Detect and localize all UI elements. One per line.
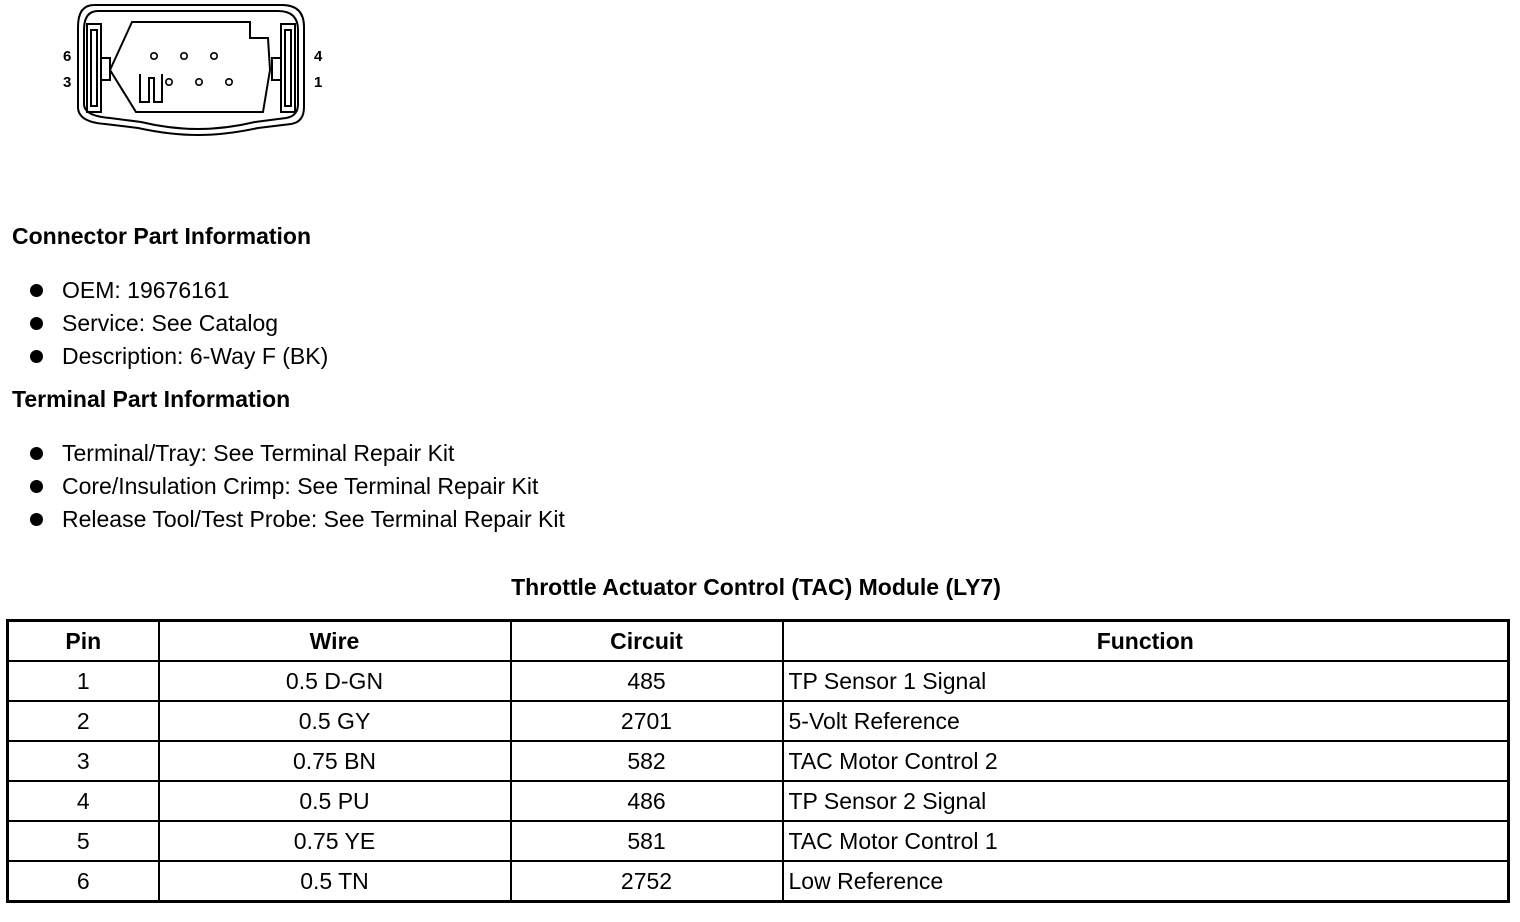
list-item-text: Description: 6-Way F (BK)	[62, 343, 329, 369]
connector-part-info-list	[28, 274, 328, 373]
terminal-cavity-6	[151, 53, 157, 59]
bullet-icon	[30, 317, 43, 330]
left-latch-inner	[91, 30, 97, 106]
cell-pin: 3	[8, 741, 159, 781]
list-item	[28, 340, 328, 373]
list-item	[28, 503, 565, 536]
list-item	[28, 470, 565, 503]
connector-face-drawing	[58, 2, 338, 140]
cell-pin: 4	[8, 781, 159, 821]
terminal-cavity-3	[166, 79, 172, 85]
left-latch-outer	[87, 24, 101, 112]
pin-label-3: 3	[63, 74, 72, 91]
cell-wire: 0.75 YE	[159, 821, 511, 861]
table-row	[8, 821, 1509, 861]
table-row	[8, 861, 1509, 902]
table-row	[8, 781, 1509, 821]
left-latch-tab	[101, 58, 110, 80]
cell-wire: 0.5 D-GN	[159, 661, 511, 701]
cell-circuit: 582	[511, 741, 783, 781]
table-header-row	[8, 621, 1509, 662]
header-circuit: Circuit	[511, 621, 783, 662]
cell-function: Low Reference	[783, 861, 1509, 902]
connector-face-diagram	[58, 2, 338, 140]
cell-circuit: 2752	[511, 861, 783, 902]
cell-pin: 6	[8, 861, 159, 902]
polarization-key	[140, 74, 162, 102]
cell-function: TAC Motor Control 1	[783, 821, 1509, 861]
terminal-cavity-2	[196, 79, 202, 85]
cell-function: 5-Volt Reference	[783, 701, 1509, 741]
bullet-icon	[30, 480, 43, 493]
terminal-cavity	[110, 22, 270, 112]
cell-wire: 0.5 PU	[159, 781, 511, 821]
cell-circuit: 2701	[511, 701, 783, 741]
pin-table	[6, 619, 1510, 903]
pin-label-4: 4	[314, 48, 323, 65]
cell-function: TAC Motor Control 2	[783, 741, 1509, 781]
terminal-cavity-1	[226, 79, 232, 85]
terminal-part-info-list	[28, 437, 565, 536]
header-pin: Pin	[8, 621, 159, 662]
cell-function: TP Sensor 1 Signal	[783, 661, 1509, 701]
list-item-text: Core/Insulation Crimp: See Terminal Repair Kit	[62, 473, 539, 499]
cell-pin: 1	[8, 661, 159, 701]
terminal-cavity-5	[181, 53, 187, 59]
pin-table-title: Throttle Actuator Control (TAC) Module (LY7)	[511, 574, 1001, 600]
cell-wire: 0.5 TN	[159, 861, 511, 902]
table-row	[8, 701, 1509, 741]
bullet-icon	[30, 447, 43, 460]
pin-label-6: 6	[63, 48, 72, 65]
list-item	[28, 307, 328, 340]
bullet-icon	[30, 284, 43, 297]
table-row	[8, 661, 1509, 701]
cell-pin: 5	[8, 821, 159, 861]
cell-pin: 2	[8, 701, 159, 741]
bullet-icon	[30, 513, 43, 526]
terminal-part-info-heading: Terminal Part Information	[12, 386, 291, 412]
list-item	[28, 437, 565, 470]
list-item-text: OEM: 19676161	[62, 277, 230, 303]
list-item-text: Terminal/Tray: See Terminal Repair Kit	[62, 440, 455, 466]
right-latch-outer	[281, 24, 295, 112]
pin-label-1: 1	[314, 74, 323, 91]
cell-function: TP Sensor 2 Signal	[783, 781, 1509, 821]
header-wire: Wire	[159, 621, 511, 662]
connector-part-info-heading: Connector Part Information	[12, 223, 312, 249]
terminal-cavity-4	[211, 53, 217, 59]
list-item	[28, 274, 328, 307]
cell-wire: 0.75 BN	[159, 741, 511, 781]
right-latch-inner	[285, 30, 291, 106]
cell-circuit: 581	[511, 821, 783, 861]
cell-circuit: 485	[511, 661, 783, 701]
table-row	[8, 741, 1509, 781]
header-function: Function	[783, 621, 1509, 662]
cell-wire: 0.5 GY	[159, 701, 511, 741]
list-item-text: Service: See Catalog	[62, 310, 279, 336]
list-item-text: Release Tool/Test Probe: See Terminal Repair Kit	[62, 506, 565, 532]
right-latch-tab	[272, 58, 281, 80]
cell-circuit: 486	[511, 781, 783, 821]
bullet-icon	[30, 350, 43, 363]
